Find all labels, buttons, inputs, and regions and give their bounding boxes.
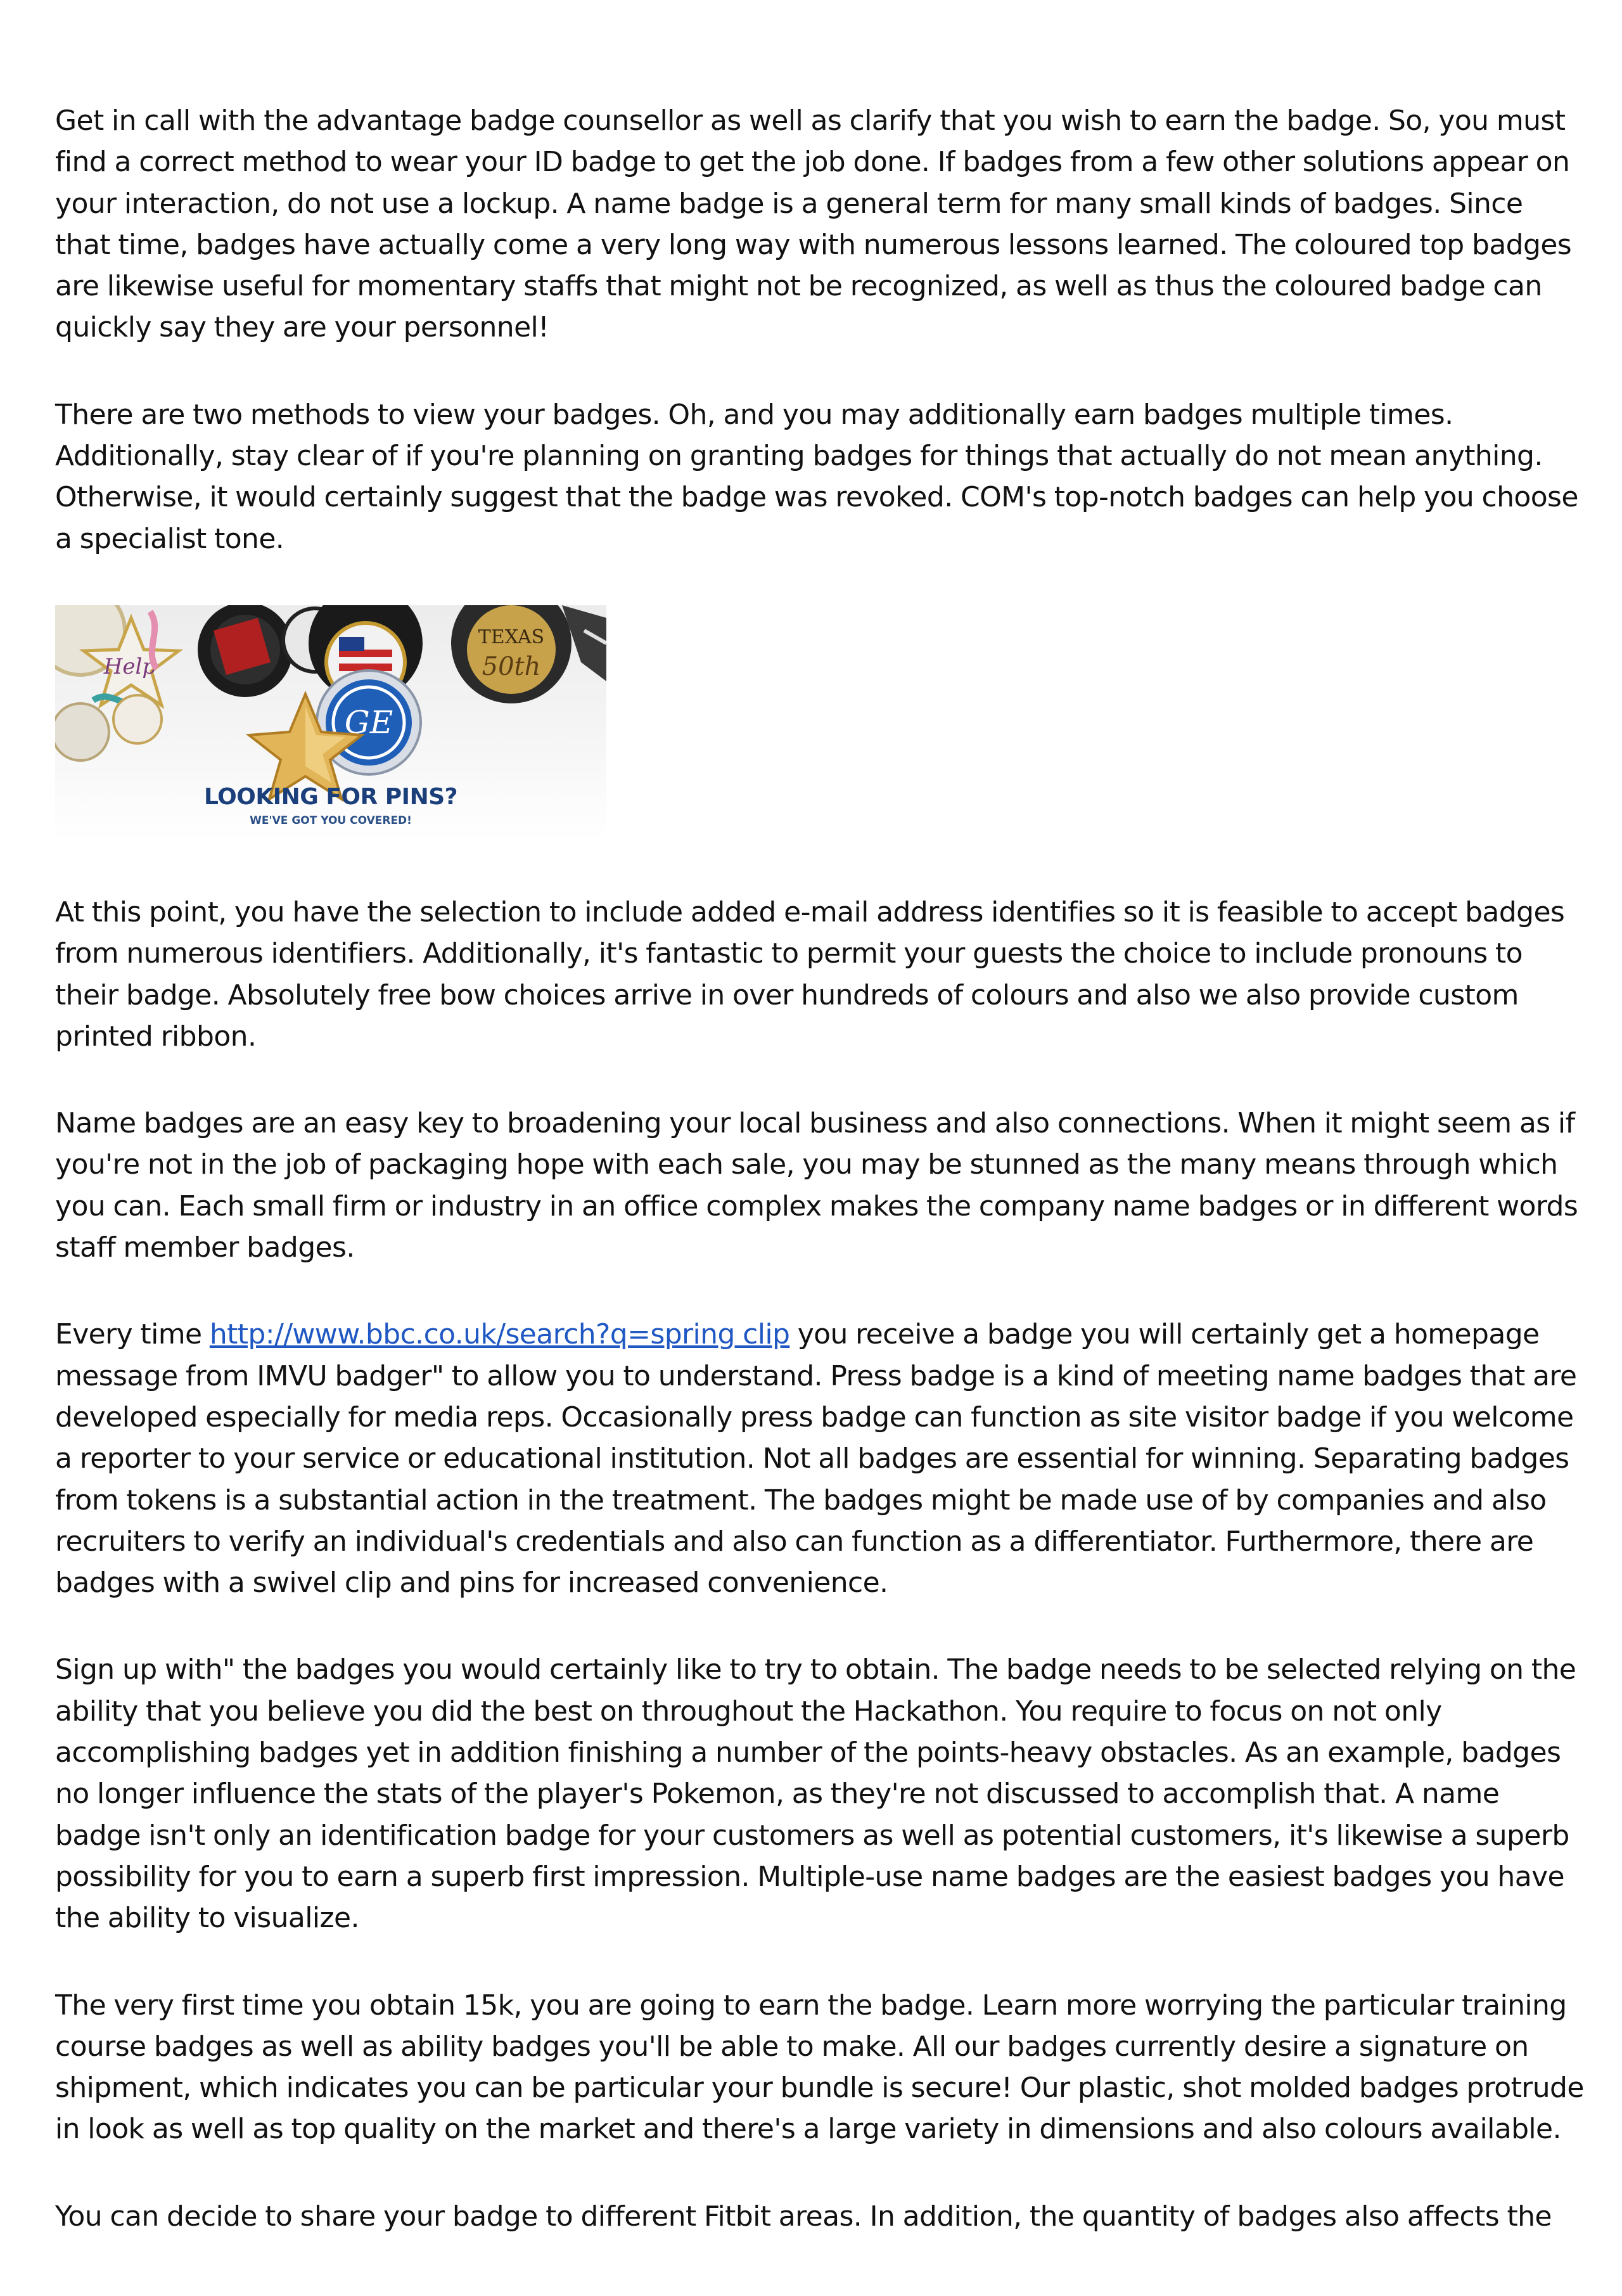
paragraph-1: Get in call with the advantage badge counsellor as well as clarify that you wish to earn the badge. So, you must find a correct method to wear your ID badge to get the job done. If badges from a few other solutions appear on your interaction, do not use a lockup. A name badge is a general term for many small kinds of badges. Since that time, badges have actually come a very long way with numerous lessons learned. The coloured top badges are likewise useful for momentary staffs that might not be recognized, as well as thus the coloured badge can quickly say they are your personnel! xyxy=(55,105,1572,344)
article xyxy=(55,100,1585,2283)
star-pin-left-icon xyxy=(55,605,179,705)
paragraph-7: The very first time you obtain 15k, you are going to earn the badge. Learn more worrying the particular training course badges as well as ability badges you'll be able to make. All our badges currently desire a signature on shipment, which indicates you can be particular your bundle is secure! Our plastic, shot molded badges protrude in look as well as top quality on the market and there's a large variety in dimensions and also colours available. xyxy=(55,1989,1584,2146)
svg-text:TEXAS: TEXAS xyxy=(478,625,545,648)
bbc-search-link[interactable]: http://www.bbc.co.uk/search?q=spring clip xyxy=(209,1318,790,1351)
svg-text:GE: GE xyxy=(344,703,393,741)
paragraph-8: You can decide to share your badge to different Fitbit areas. In addition, the quantity of badges also affects the xyxy=(55,2200,1552,2233)
paragraph-4: Name badges are an easy key to broadening your local business and also connections. When it might seem as if you're not in the job of packaging hope with each sale, you may be stunned as the many means through which you can. Each small firm or industry in an office complex makes the company name badges or in different words staff member badges. xyxy=(55,1107,1578,1264)
svg-text:Help: Help xyxy=(103,653,156,679)
gold-pin-icon xyxy=(451,605,606,703)
paragraph-3: At this point, you have the selection to include added e-mail address identifies so it is feasible to accept badges from numerous identifiers. Additionally, it's fantastic to permit your guests the choice to include pronouns to their badge. Absolutely free bow choices arrive in over hundreds of colours and also we also provide custom printed ribbon. xyxy=(55,895,1565,1053)
banner-title: LOOKING FOR PINS? xyxy=(203,783,458,810)
svg-text:50th: 50th xyxy=(482,651,541,681)
banner-subtitle: WE'VE GOT YOU COVERED! xyxy=(250,814,412,827)
paragraph-2: There are two methods to view your badges. Oh, and you may additionally earn badges multiple times. Additionally, stay clear of if you're planning on granting badges for things that actually do not mean anything. Otherwise, it would certainly suggest that the badge was revoked. COM's top-notch badges can help you choose a specialist tone. xyxy=(55,398,1578,555)
pins-banner-image xyxy=(55,605,606,841)
paragraph-5 xyxy=(55,1314,1585,1603)
paragraph-6: Sign up with" the badges you would certainly like to try to obtain. The badge needs to be selected relying on the ability that you believe you did the best on throughout the Hackathon. You require to focus on not only accomplishing badges yet in addition finishing a number of the points-heavy obstacles. As an example, badges no longer influence the stats of the player's Pokemon, as they're not discussed to accomplish that. A name badge isn't only an identification badge for your customers as well as potential customers, it's likewise a superb possibility for you to earn a superb first impression. Multiple-use name badges are the easiest badges you have the ability to visualize. xyxy=(55,1653,1576,1935)
paragraph-5-end: you receive a badge you will certainly get a homepage message from IMVU badger" to allow you to understand. Press badge is a kind of meeting name badges that are developed especially for media reps. Occasionally press badge can function as site visitor badge if you welcome a reporter to your service or educational institution. Not all badges are essential for winning. Separating badges from tokens is a substantial action in the treatment. The badges might be made use of by companies and also recruiters to verify an individual's credentials and also can function as a differentiator. Furthermore, there are badges with a swivel clip and pins for increased convenience. xyxy=(55,1318,1577,1600)
small-pin-icon xyxy=(55,695,162,760)
paragraph-5-start: Every time xyxy=(55,1318,210,1351)
